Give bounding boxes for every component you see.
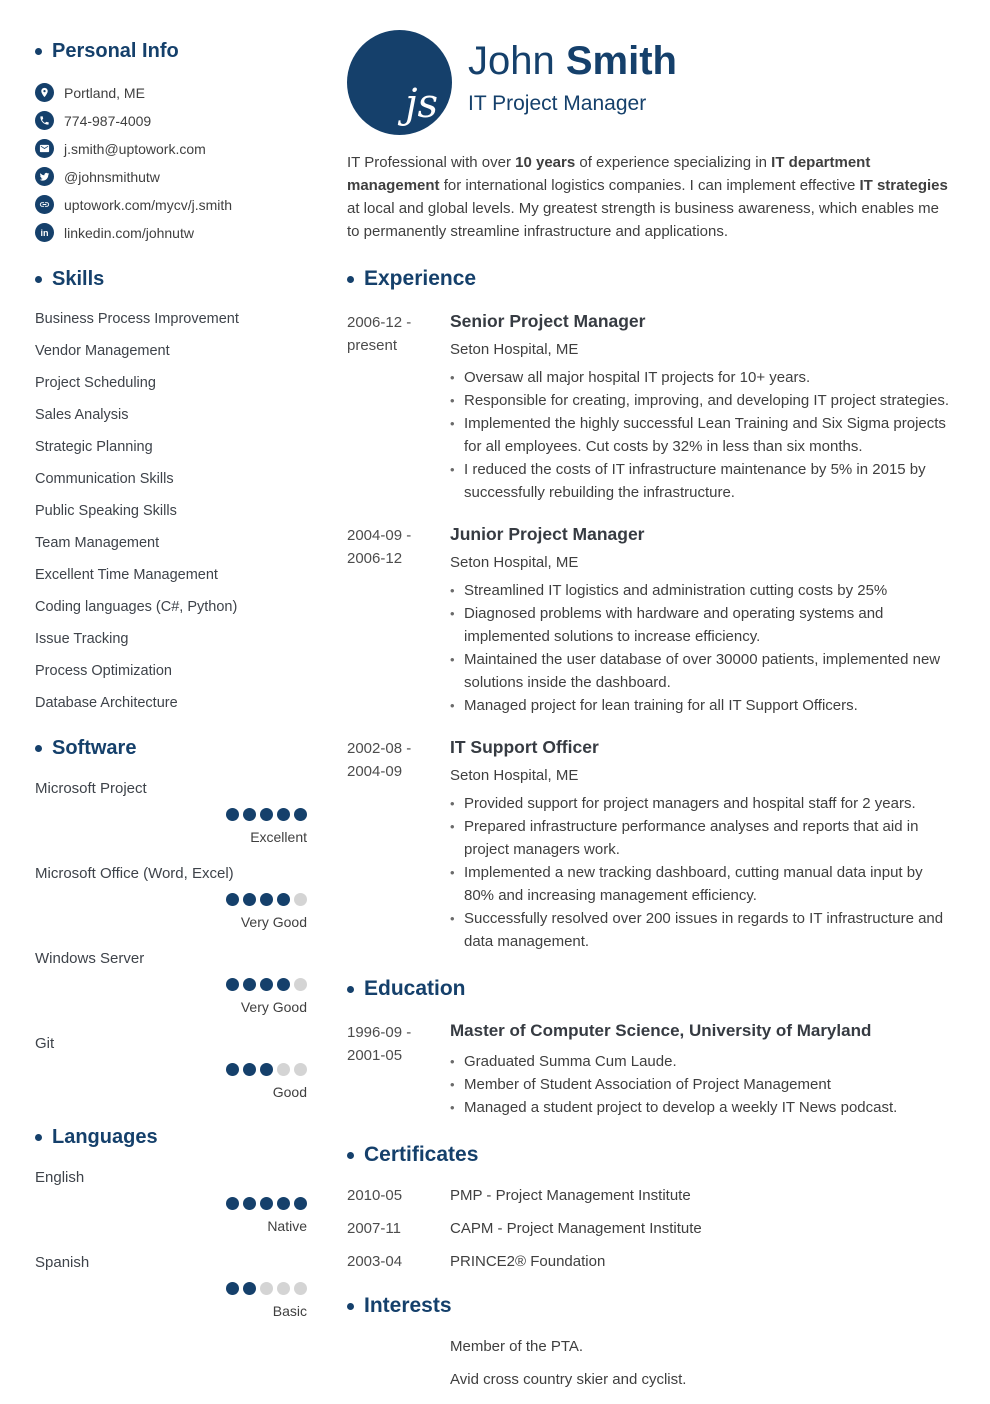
rating-dot	[277, 1197, 290, 1210]
main-column	[347, 0, 955, 1404]
summary-text: at local and global levels. My greatest strength is business awareness, which enables me to permanently streamline infrastructure and applications.	[347, 200, 939, 240]
rating-dot	[226, 1282, 239, 1295]
summary-text: for international logistics companies. I can implement effective	[439, 177, 860, 194]
date-to: 2001-05	[347, 1047, 403, 1064]
certificate-date: 2007-11	[347, 1220, 401, 1237]
bullet-text: Managed project for lean training for all IT Support Officers.	[464, 697, 858, 714]
entry-company: Seton Hospital, ME	[450, 767, 579, 784]
entry-title: IT Support Officer	[450, 737, 599, 757]
contact-location	[35, 83, 307, 102]
rating-dots	[35, 808, 307, 821]
bullet-item	[450, 458, 955, 504]
date-from: 2006-12 -	[347, 314, 412, 331]
bullet-glyph: •	[450, 819, 455, 834]
date-to: 2004-09	[347, 763, 403, 780]
rating-dots	[35, 1063, 307, 1076]
rating-dot	[243, 1282, 256, 1295]
bullet-text: Responsible for creating, improving, and developing IT project strategies.	[464, 392, 949, 409]
rating-dots	[35, 1282, 307, 1295]
personal-info-heading	[35, 40, 307, 63]
certificates-heading	[347, 1143, 955, 1167]
bullet-glyph: •	[450, 462, 455, 477]
skill-item: Communication Skills	[35, 471, 174, 487]
bullet-text: Maintained the user database of over 30000 patients, implemented new solutions inside the dashboard.	[464, 651, 941, 691]
entry-dates	[347, 311, 450, 504]
entry-bullets	[450, 1050, 955, 1119]
software-title: Software	[52, 737, 137, 759]
bullet-text: Provided support for project managers and hospital staff for 2 years.	[464, 795, 916, 812]
software-name: Git	[35, 1035, 55, 1052]
certificate-date: 2010-05	[347, 1187, 403, 1204]
bullet-text: Implemented the highly successful Lean Training and Six Sigma projects for all employees. Cut costs by 32% in less than six months.	[464, 415, 946, 455]
section-bullet-icon	[35, 745, 42, 752]
bullet-text: Oversaw all major hospital IT projects for 10+ years.	[464, 369, 811, 386]
bullet-item	[450, 366, 955, 389]
rating-dot	[260, 1282, 273, 1295]
language-entry	[35, 1169, 307, 1234]
rating-dot	[294, 1282, 307, 1295]
bullet-item	[450, 694, 955, 717]
entry-description	[450, 311, 955, 504]
rating-dot	[226, 808, 239, 821]
location-icon	[35, 83, 54, 102]
rating-dot	[294, 893, 307, 906]
rating-dot	[226, 978, 239, 991]
bullet-text: Successfully resolved over 200 issues in regards to IT infrastructure and data management.	[464, 910, 944, 950]
rating-dot	[260, 1197, 273, 1210]
contact-linkedin[interactable]	[35, 223, 307, 242]
software-entry	[35, 865, 307, 930]
rating-dot	[277, 978, 290, 991]
entry-title: Junior Project Manager	[450, 524, 645, 544]
contact-location-text: Portland, ME	[64, 84, 145, 101]
software-name: Microsoft Office (Word, Excel)	[35, 865, 234, 882]
skill-item: Database Architecture	[35, 695, 178, 711]
section-bullet-icon	[347, 986, 354, 993]
language-name: Spanish	[35, 1254, 90, 1271]
bullet-glyph: •	[450, 416, 455, 431]
date-from: 2004-09 -	[347, 527, 412, 544]
summary-text: IT Professional with over	[347, 154, 516, 171]
professional-summary	[347, 151, 955, 243]
contact-twitter-text[interactable]: @johnsmithutw	[64, 168, 160, 185]
certificate-row	[347, 1220, 955, 1237]
rating-label: Good	[272, 1084, 307, 1100]
languages-title: Languages	[52, 1126, 158, 1148]
software-entry	[35, 780, 307, 845]
certificate-row	[347, 1187, 955, 1204]
language-entry	[35, 1254, 307, 1319]
languages-heading	[35, 1126, 307, 1149]
entry-bullets	[450, 366, 955, 504]
bullet-glyph: •	[450, 1077, 455, 1092]
bullet-item	[450, 602, 955, 648]
section-bullet-icon	[347, 1303, 354, 1310]
rating-label: Basic	[272, 1303, 307, 1319]
contact-website-text[interactable]: uptowork.com/mycv/j.smith	[64, 196, 233, 213]
bullet-item	[450, 648, 955, 694]
bullet-item	[450, 861, 955, 907]
bullet-item	[450, 907, 955, 953]
full-name	[468, 40, 677, 82]
skill-item: Public Speaking Skills	[35, 503, 177, 519]
contact-email-text[interactable]: j.smith@uptowork.com	[64, 140, 206, 157]
bullet-item	[450, 579, 955, 602]
rating-label: Very Good	[240, 914, 307, 930]
entry-dates	[347, 737, 450, 953]
interests-title: Interests	[364, 1294, 452, 1317]
section-bullet-icon	[347, 1152, 354, 1159]
summary-bold: 10 years	[515, 154, 576, 171]
summary-bold: IT strategies	[859, 177, 948, 194]
contact-phone	[35, 111, 307, 130]
bullet-text: Streamlined IT logistics and administration cutting costs by 25%	[464, 582, 888, 599]
skills-title: Skills	[52, 268, 105, 290]
skill-item: Project Scheduling	[35, 375, 156, 391]
date-from: 2002-08 -	[347, 740, 412, 757]
bullet-item	[450, 1096, 955, 1119]
bullet-glyph: •	[450, 1054, 455, 1069]
rating-dot	[294, 1197, 307, 1210]
bullet-text: Managed a student project to develop a weekly IT News podcast.	[464, 1099, 898, 1116]
job-title: IT Project Manager	[468, 92, 647, 115]
resume-header	[347, 30, 955, 135]
rating-dot	[260, 1063, 273, 1076]
education-title: Education	[364, 977, 466, 1000]
rating-dot	[277, 808, 290, 821]
twitter-icon	[35, 167, 54, 186]
experience-entry	[347, 524, 955, 717]
contact-website[interactable]	[35, 195, 307, 214]
rating-dot	[226, 893, 239, 906]
bullet-item	[450, 792, 955, 815]
certificate-name: PMP - Project Management Institute	[450, 1187, 691, 1204]
link-icon	[35, 195, 54, 214]
rating-dot	[260, 893, 273, 906]
rating-label: Native	[267, 1218, 307, 1234]
bullet-text: Prepared infrastructure performance analyses and reports that aid in project managers work.	[464, 818, 919, 858]
entry-description	[450, 524, 955, 717]
certificate-name: PRINCE2® Foundation	[450, 1253, 606, 1270]
entry-company: Seton Hospital, ME	[450, 554, 579, 571]
skill-item: Team Management	[35, 535, 160, 551]
rating-dot	[294, 808, 307, 821]
bullet-item	[450, 412, 955, 458]
bullet-item	[450, 815, 955, 861]
bullet-glyph: •	[450, 865, 455, 880]
bullet-text: Implemented a new tracking dashboard, cutting manual data input by 80% and increasing management efficiency.	[464, 864, 923, 904]
email-icon	[35, 139, 54, 158]
rating-dot	[260, 808, 273, 821]
bullet-text: I reduced the costs of IT infrastructure maintenance by 5% in 2015 by successfully rebuilding the infrastructure.	[464, 461, 926, 501]
education-entry	[347, 1021, 955, 1119]
degree-title: Master of Computer Science, University of Maryland	[450, 1021, 872, 1040]
software-name: Microsoft Project	[35, 780, 147, 797]
entry-title: Senior Project Manager	[450, 311, 646, 331]
rating-dot	[226, 1063, 239, 1076]
skill-item: Process Optimization	[35, 663, 172, 679]
software-entry	[35, 950, 307, 1015]
bullet-glyph: •	[450, 583, 455, 598]
bullet-glyph: •	[450, 911, 455, 926]
language-name: English	[35, 1169, 85, 1186]
personal-info-title: Personal Info	[52, 40, 179, 62]
bullet-glyph: •	[450, 698, 455, 713]
entry-bullets	[450, 792, 955, 953]
bullet-glyph: •	[450, 370, 455, 385]
linkedin-icon: in	[35, 223, 54, 242]
skill-item: Excellent Time Management	[35, 567, 218, 583]
entry-description	[450, 1021, 955, 1119]
rating-dot	[294, 1063, 307, 1076]
skills-heading	[35, 268, 307, 291]
rating-dot	[277, 1063, 290, 1076]
rating-dot	[243, 1063, 256, 1076]
skills-list	[35, 311, 307, 711]
bullet-glyph: •	[450, 652, 455, 667]
first-name: John	[468, 39, 555, 83]
rating-dot	[260, 978, 273, 991]
rating-dot	[277, 893, 290, 906]
rating-dots	[35, 978, 307, 991]
section-bullet-icon	[35, 48, 42, 55]
rating-dot	[226, 1197, 239, 1210]
skill-item: Business Process Improvement	[35, 311, 239, 327]
date-to: 2006-12	[347, 550, 403, 567]
certificate-name: CAPM - Project Management Institute	[450, 1220, 702, 1237]
bullet-glyph: •	[450, 1100, 455, 1115]
certificate-row	[347, 1253, 955, 1270]
bullet-text: Graduated Summa Cum Laude.	[464, 1053, 677, 1070]
entry-bullets	[450, 579, 955, 717]
interest-item: Member of the PTA.	[450, 1338, 584, 1355]
last-name: Smith	[565, 39, 677, 83]
experience-entry	[347, 311, 955, 504]
date-from: 1996-09 -	[347, 1024, 412, 1041]
phone-icon	[35, 111, 54, 130]
software-heading	[35, 737, 307, 760]
entry-dates	[347, 1021, 450, 1119]
section-bullet-icon	[35, 276, 42, 283]
contact-phone-text: 774-987-4009	[64, 112, 152, 129]
bullet-item	[450, 1050, 955, 1073]
section-bullet-icon	[347, 276, 354, 283]
summary-text: of experience specializing in	[575, 154, 772, 171]
skill-item: Sales Analysis	[35, 407, 129, 423]
date-to: present	[347, 337, 398, 354]
bullet-glyph: •	[450, 393, 455, 408]
rating-dot	[277, 1282, 290, 1295]
bullet-text: Member of Student Association of Project Management	[464, 1076, 831, 1093]
rating-dot	[294, 978, 307, 991]
interest-item: Avid cross country skier and cyclist.	[450, 1371, 687, 1388]
rating-dot	[243, 893, 256, 906]
rating-dots	[35, 1197, 307, 1210]
education-heading	[347, 977, 955, 1001]
name-block	[468, 30, 677, 116]
rating-dot	[243, 808, 256, 821]
entry-company: Seton Hospital, ME	[450, 341, 579, 358]
rating-label: Very Good	[240, 999, 307, 1015]
bullet-text: Diagnosed problems with hardware and operating systems and implemented solutions to increase efficiency.	[464, 605, 884, 645]
skill-item: Coding languages (C#, Python)	[35, 599, 238, 615]
contact-linkedin-text[interactable]: linkedin.com/johnutw	[64, 224, 194, 241]
sidebar	[35, 0, 307, 1404]
section-bullet-icon	[35, 1134, 42, 1141]
monogram-avatar	[347, 30, 452, 135]
certificates-title: Certificates	[364, 1143, 479, 1166]
certificate-date: 2003-04	[347, 1253, 403, 1270]
experience-title: Experience	[364, 267, 477, 290]
entry-description	[450, 737, 955, 953]
bullet-glyph: •	[450, 796, 455, 811]
entry-dates	[347, 524, 450, 717]
skill-item: Vendor Management	[35, 343, 170, 359]
experience-heading	[347, 267, 955, 291]
software-name: Windows Server	[35, 950, 145, 967]
rating-dot	[243, 1197, 256, 1210]
contact-twitter[interactable]	[35, 167, 307, 186]
bullet-item	[450, 1073, 955, 1096]
rating-dots	[35, 893, 307, 906]
rating-label: Excellent	[250, 829, 307, 845]
interests-heading	[347, 1294, 955, 1318]
monogram-initials: js	[405, 81, 438, 127]
experience-entry	[347, 737, 955, 953]
software-entry	[35, 1035, 307, 1100]
rating-dot	[243, 978, 256, 991]
skill-item: Strategic Planning	[35, 439, 153, 455]
contact-email[interactable]	[35, 139, 307, 158]
skill-item: Issue Tracking	[35, 631, 129, 647]
bullet-item	[450, 389, 955, 412]
bullet-glyph: •	[450, 606, 455, 621]
summary-bold: IT department management	[347, 154, 871, 194]
